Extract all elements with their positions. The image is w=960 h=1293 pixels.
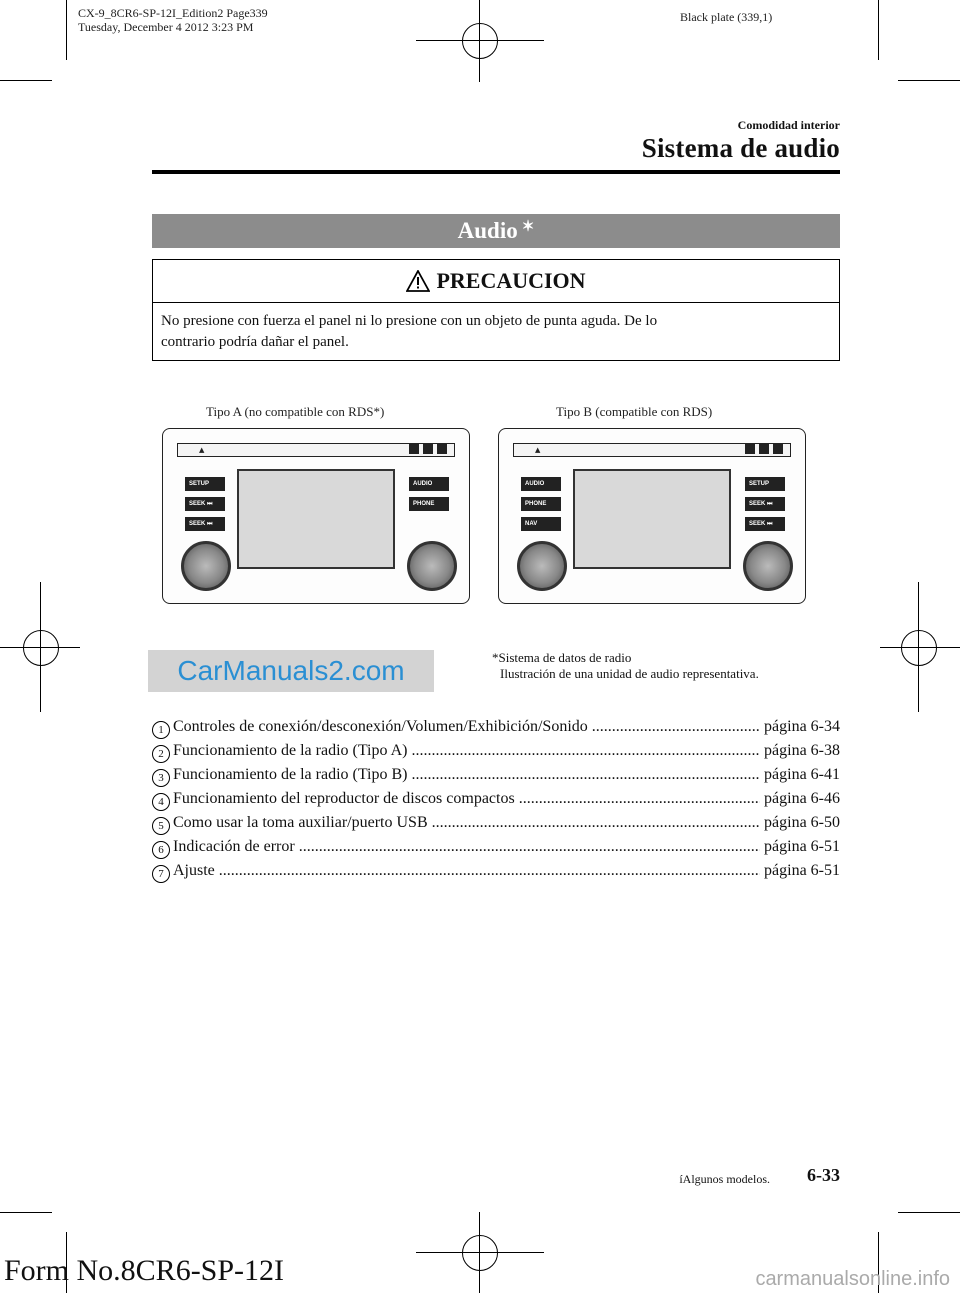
panel-button: AUDIO: [409, 477, 449, 491]
type-b-caption: Tipo B (compatible con RDS): [556, 404, 713, 419]
toc-number: 5: [152, 817, 170, 835]
toc-page: página 6-51: [764, 862, 840, 879]
toc-label: Controles de conexión/desconexión/Volumen/Exhibición/Sonido: [173, 718, 588, 735]
toc-leader: [412, 742, 761, 760]
section-title: Sistema de audio: [641, 133, 840, 163]
form-number: Form No.8CR6-SP-12I: [4, 1254, 285, 1287]
page-number: 6-33: [807, 1165, 840, 1185]
eject-icon: ▲: [535, 446, 541, 454]
print-info: [78, 6, 268, 34]
radio-type-a-illustration: [162, 428, 470, 604]
small-button: [423, 444, 433, 454]
crop-mark: [66, 0, 67, 60]
toc-number: 3: [152, 769, 170, 787]
crop-mark: [878, 0, 879, 60]
display-screen: [573, 469, 731, 569]
toc-number: 1: [152, 721, 170, 739]
panel-button: SEEK ⏭: [745, 517, 785, 531]
registration-circle: [462, 23, 498, 59]
toc-leader: [432, 814, 760, 832]
toc-leader: [519, 790, 760, 808]
toc-row[interactable]: [152, 766, 840, 790]
toc-number: 7: [152, 865, 170, 883]
toc-leader: [412, 766, 761, 784]
toc-page: página 6-51: [764, 838, 840, 855]
footer-note: íAlgunos modelos.: [679, 1172, 770, 1186]
panel-button: SETUP: [185, 477, 225, 491]
toc-row[interactable]: [152, 790, 840, 814]
toc-list: [152, 718, 840, 886]
panel-button: SETUP: [745, 477, 785, 491]
toc-label: Funcionamiento de la radio (Tipo A): [173, 742, 408, 759]
volume-knob: [407, 541, 457, 591]
star-icon: ✶: [521, 218, 535, 235]
caution-header: [153, 260, 839, 303]
audio-banner: [152, 214, 840, 248]
small-button: [437, 444, 447, 454]
site-watermark: carmanualsonline.info: [755, 1268, 950, 1290]
toc-number: 2: [152, 745, 170, 763]
registration-circle: [901, 630, 937, 666]
small-button: [773, 444, 783, 454]
volume-knob: [517, 541, 567, 591]
plate-info: Black plate (339,1): [680, 10, 773, 24]
toc-leader: [219, 862, 760, 880]
panel-button: SEEK ⏭: [185, 497, 225, 511]
toc-row[interactable]: [152, 718, 840, 742]
crop-mark: [0, 80, 52, 81]
panel-button: PHONE: [521, 497, 561, 511]
panel-button: PHONE: [409, 497, 449, 511]
toc-number: 6: [152, 841, 170, 859]
toc-number: 4: [152, 793, 170, 811]
print-info-line1: CX-9_8CR6-SP-12I_Edition2 Page339: [78, 6, 268, 20]
toc-leader: [592, 718, 760, 736]
toc-row[interactable]: [152, 862, 840, 886]
type-a-caption: Tipo A (no compatible con RDS*): [206, 404, 385, 419]
panel-button: SEEK ⏭: [185, 517, 225, 531]
caution-line: contrario podría dañar el panel.: [161, 334, 349, 350]
crop-mark: [898, 1212, 960, 1213]
caution-line: No presione con fuerza el panel ni lo presione con un objeto de punta aguda. De lo: [161, 313, 658, 329]
watermark-banner: CarManuals2.com: [148, 650, 434, 692]
toc-row[interactable]: [152, 814, 840, 838]
section-kicker: Comodidad interior: [737, 118, 840, 132]
print-info-line2: Tuesday, December 4 2012 3:23 PM: [78, 20, 254, 34]
header-rule: [152, 170, 840, 174]
toc-page: página 6-50: [764, 814, 840, 831]
toc-label: Funcionamiento de la radio (Tipo B): [173, 766, 408, 783]
figure-footnote: [492, 650, 759, 682]
caution-box: [152, 259, 840, 361]
toc-label: Ajuste: [173, 862, 215, 879]
toc-leader: [299, 838, 760, 856]
small-button: [745, 444, 755, 454]
registration-circle: [462, 1235, 498, 1271]
caution-heading: PRECAUCION: [436, 268, 586, 293]
toc-page: página 6-41: [764, 766, 840, 783]
banner-title: Audio: [457, 218, 518, 243]
toc-page: página 6-46: [764, 790, 840, 807]
small-button: [759, 444, 769, 454]
registration-circle: [23, 630, 59, 666]
toc-label: Funcionamiento del reproductor de discos compactos: [173, 790, 515, 807]
toc-page: página 6-34: [764, 718, 840, 735]
panel-button: NAV: [521, 517, 561, 531]
footnote-line: Ilustración de una unidad de audio representativa.: [500, 666, 759, 681]
warning-icon: [406, 270, 430, 292]
crop-mark: [0, 1212, 52, 1213]
toc-row[interactable]: [152, 742, 840, 766]
footnote-line: *Sistema de datos de radio: [492, 650, 632, 665]
toc-row[interactable]: [152, 838, 840, 862]
panel-button: SEEK ⏭: [745, 497, 785, 511]
tune-knob: [181, 541, 231, 591]
panel-button: AUDIO: [521, 477, 561, 491]
caution-body: [153, 303, 839, 353]
display-screen: [237, 469, 395, 569]
crop-mark: [898, 80, 960, 81]
eject-icon: ▲: [199, 446, 205, 454]
toc-label: Como usar la toma auxiliar/puerto USB: [173, 814, 428, 831]
tune-knob: [743, 541, 793, 591]
toc-label: Indicación de error: [173, 838, 295, 855]
toc-page: página 6-38: [764, 742, 840, 759]
small-button: [409, 444, 419, 454]
radio-type-b-illustration: [498, 428, 806, 604]
